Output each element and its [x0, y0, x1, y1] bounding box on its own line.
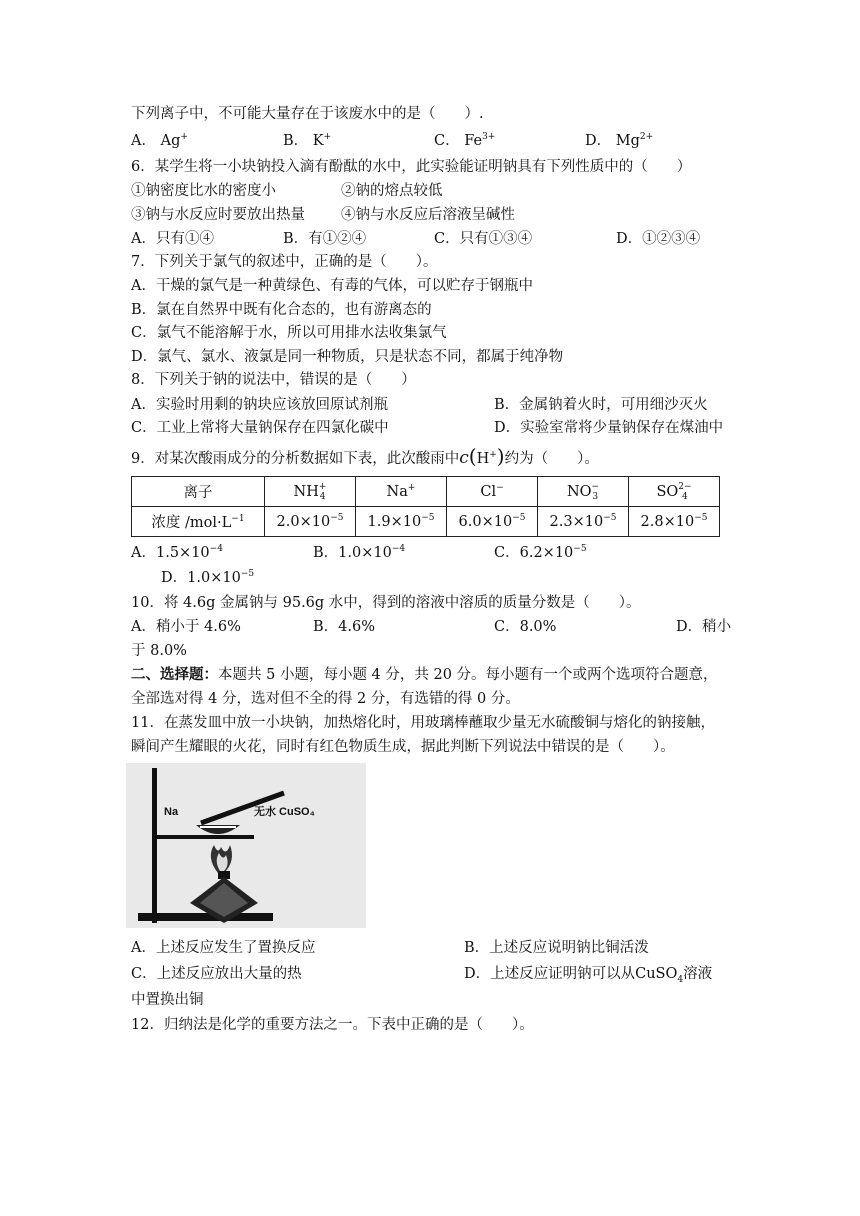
q10-option-c: C．8.0%: [494, 619, 557, 635]
apparatus-drawing: [126, 763, 366, 928]
q7-option-b: B．氯在自然界中既有化合态的，也有游离态的: [131, 302, 432, 318]
q8-option-b: B．金属钠着火时，可用细沙灭火: [494, 397, 708, 413]
q9-stem: 9．对某次酸雨成分的分析数据如下表，此次酸雨中c(H+)约为（ ）。: [131, 444, 599, 468]
table-ion-na: Na+: [356, 477, 447, 507]
q10-option-d-cont: 于 8.0%: [131, 643, 187, 659]
stand-base: [138, 913, 273, 921]
q9-option-a: A．$1.5\times 10^{-4}$: [131, 544, 223, 561]
q6-statement-4: ④钠与水反应后溶液呈碱性: [341, 207, 515, 223]
q11-option-d: D．上述反应证明钠可以从CuSO$_4$溶液: [464, 966, 713, 985]
q5-option-d: D． $Mg^{2+}$: [585, 132, 654, 149]
q6-statement-1: ①钠密度比水的密度小: [131, 183, 276, 199]
q11-stem-line1: 11．在蒸发皿中放一小块钠，加热熔化时，用玻璃棒蘸取少量无水硫酸铜与熔化的钠接触，: [131, 715, 715, 731]
q11-option-c: C．上述反应放出大量的热: [131, 966, 302, 982]
q11-option-a: A．上述反应发生了置换反应: [131, 940, 316, 956]
q8-option-c: C．工业上常将大量钠保存在四氯化碳中: [131, 420, 389, 436]
q11-stem-line2: 瞬间产生耀眼的火花，同时有红色物质生成，据此判断下列说法中错误的是（ ）。: [131, 739, 675, 755]
q6-statement-3: ③钠与水反应时要放出热量: [131, 207, 305, 223]
q10-option-d: D．稍小: [676, 619, 732, 635]
q10-stem: 10．将 4.6g 金属钠与 95.6g 水中，得到的溶液中溶质的质量分数是（ ）。: [131, 595, 641, 611]
stand-ring-arm: [154, 835, 254, 839]
figure-label-na: Na: [164, 806, 179, 818]
q10-option-b: B．4.6%: [313, 619, 375, 635]
stand-rod: [152, 768, 157, 923]
q11-option-d-cont: 中置换出铜: [131, 992, 204, 1008]
table-ion-so4: SO 2− 4: [629, 477, 720, 507]
q11-option-b: B．上述反应说明钠比铜活泼: [464, 940, 649, 956]
q6-option-d: D．①②③④: [616, 231, 701, 247]
table-ion-no3: NO − 3: [538, 477, 629, 507]
ion-concentration-table: [131, 476, 720, 537]
q6-option-c: C．只有①③④: [434, 231, 533, 247]
table-value-na: $1.9\times 10^{-5}$: [356, 507, 447, 537]
section-2-header: 二、选择题：本题共 5 小题，每小题 4 分，共 20 分。每小题有一个或两个选项符合题意，: [131, 666, 718, 683]
figure-label-cuso4: 无水 CuSO₄: [254, 806, 315, 818]
q9-option-c: C．$6.2\times 10^{-5}$: [494, 544, 587, 561]
q9-option-d: D．$1.0\times 10^{-5}$: [161, 569, 255, 586]
q7-option-d: D．氯气、氯水、液氯是同一种物质，只是状态不同，都属于纯净物: [131, 349, 564, 365]
q5-option-a: A． Ag+: [131, 132, 188, 149]
q7-option-c: C．氯气不能溶解于水，所以可用排水法收集氯气: [131, 325, 447, 341]
table-ion-cl: Cl−: [447, 477, 538, 507]
q9-option-b: B．$1.0\times 10^{-4}$: [313, 544, 406, 561]
q5-option-b: B． K+: [283, 132, 332, 149]
q8-stem: 8．下列关于钠的说法中，错误的是（ ）: [131, 372, 416, 388]
section-2-text: 全部选对得 4 分，选对但不全的得 2 分，有选错的得 0 分。: [131, 691, 520, 707]
table-row-label: 浓度 $/mol\cdot L^{-1}$: [132, 507, 265, 537]
q6-option-a: A．只有①④: [131, 231, 214, 247]
table-header-label: 离子: [132, 477, 265, 507]
table-value-no3: $2.3\times 10^{-5}$: [538, 507, 629, 537]
q6-stem: 6．某学生将一小块钠投入滴有酚酞的水中，此实验能证明钠具有下列性质中的（ ）: [131, 159, 692, 175]
table-value-cl: $6.0\times 10^{-5}$: [447, 507, 538, 537]
q7-option-a: A．干燥的氯气是一种黄绿色、有毒的气体，可以贮存于钢瓶中: [131, 278, 533, 294]
q5-option-c: C． $Fe^{3+}$: [434, 132, 496, 149]
q8-option-d: D．实验室常将少量钠保存在煤油中: [494, 420, 724, 436]
q10-option-a: A．稍小于 4.6%: [131, 619, 241, 635]
q7-stem: 7．下列关于氯气的叙述中，正确的是（ ）。: [131, 254, 438, 270]
q5-stem: 下列离子中，不可能大量存在于该废水中的是（ ）.: [131, 106, 484, 122]
q12-stem: 12．归纳法是化学的重要方法之一。下表中正确的是（ ）。: [131, 1017, 534, 1033]
table-value-so4: $2.8\times 10^{-5}$: [629, 507, 720, 537]
q6-option-b: B．有①②④: [283, 231, 367, 247]
table-ion-nh4: NH + 4: [265, 477, 356, 507]
q6-statement-2: ②钠的熔点较低: [341, 183, 443, 199]
q11-apparatus-figure: [126, 763, 366, 928]
table-header-row: [132, 477, 720, 507]
table-value-nh4: $2.0\times 10^{-5}$: [265, 507, 356, 537]
q8-option-a: A．实验时用剩的钠块应该放回原试剂瓶: [131, 397, 388, 413]
table-value-row: [132, 507, 720, 537]
